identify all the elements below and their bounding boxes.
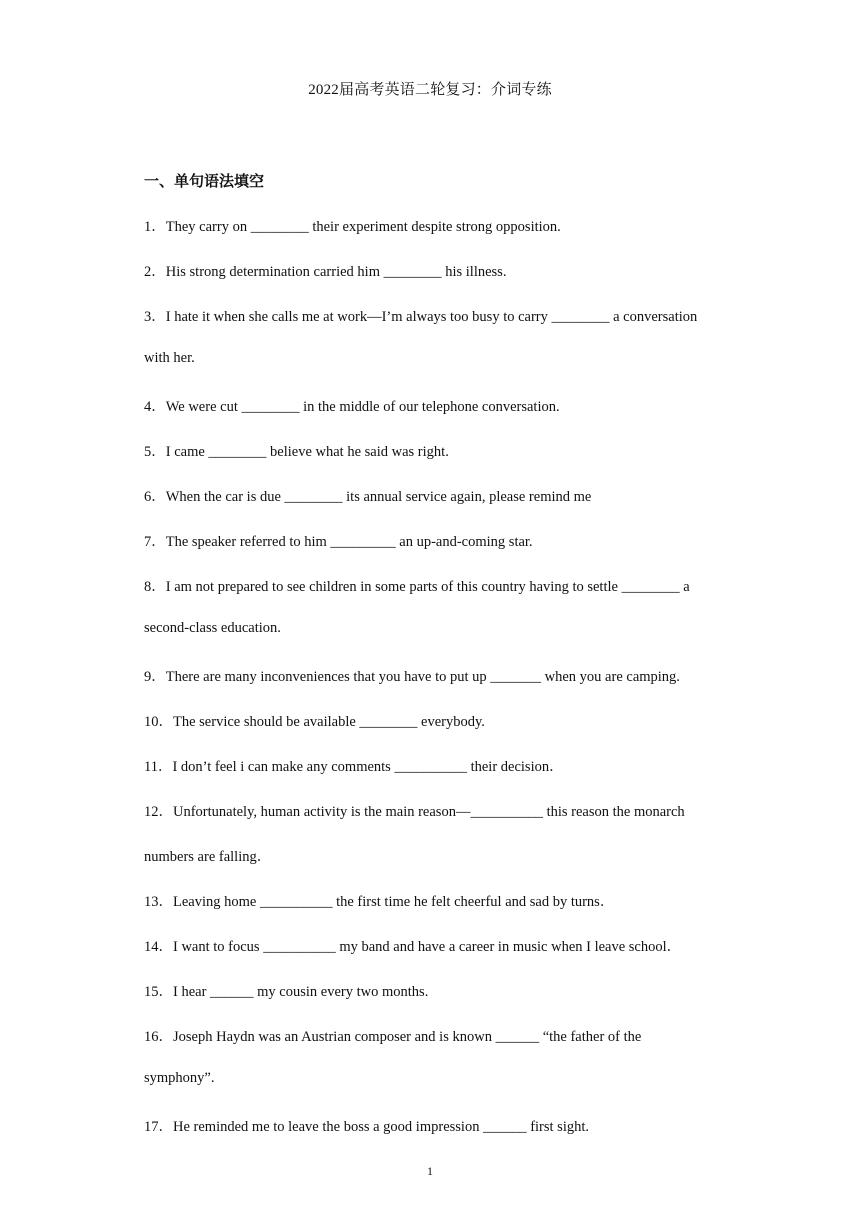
question-8: 8．I am not prepared to see children in some parts of this country having to settle ________ a — [144, 579, 690, 595]
question-16: 16．Joseph Haydn was an Austrian composer and is known ______ “the father of the — [144, 1029, 642, 1045]
question-2: 2．His strong determination carried him ________ his illness. — [144, 264, 507, 280]
question-17: 17．He reminded me to leave the boss a good impression ______ first sight. — [144, 1119, 589, 1135]
question-14: 14．I want to focus __________ my band and have a career in music when I leave school． — [144, 939, 682, 955]
question-13: 13．Leaving home __________ the first time he felt cheerful and sad by turns． — [144, 894, 615, 910]
question-12-continuation: numbers are falling． — [144, 849, 272, 865]
question-3-continuation: with her. — [144, 350, 195, 366]
question-9: 9．There are many inconveniences that you have to put up _______ when you are camping. — [144, 669, 680, 685]
question-6: 6．When the car is due ________ its annual service again, please remind me — [144, 489, 592, 505]
question-11: 11．I don’t feel i can make any comments __________ their decision． — [144, 759, 564, 775]
question-5: 5．I came ________ believe what he said was right. — [144, 444, 449, 460]
question-15: 15．I hear ______ my cousin every two months. — [144, 984, 429, 1000]
section-heading: 一、单句语法填空 — [144, 172, 265, 190]
question-8-continuation: second-class education. — [144, 620, 281, 636]
page-title: 2022届高考英语二轮复习：介词专练 — [308, 82, 552, 98]
question-10: 10．The service should be available ________ everybody. — [144, 714, 485, 730]
question-1: 1．They carry on ________ their experiment despite strong opposition. — [144, 219, 561, 235]
question-16-continuation: symphony”. — [144, 1070, 215, 1086]
question-7: 7．The speaker referred to him _________ an up-and-coming star. — [144, 534, 533, 550]
question-12: 12．Unfortunately, human activity is the main reason—__________ this reason the monarch — [144, 804, 685, 820]
question-3: 3．I hate it when she calls me at work—I’m always too busy to carry ________ a conversation — [144, 309, 698, 325]
question-4: 4．We were cut ________ in the middle of our telephone conversation. — [144, 399, 560, 415]
page-number: 1 — [427, 1164, 433, 1178]
